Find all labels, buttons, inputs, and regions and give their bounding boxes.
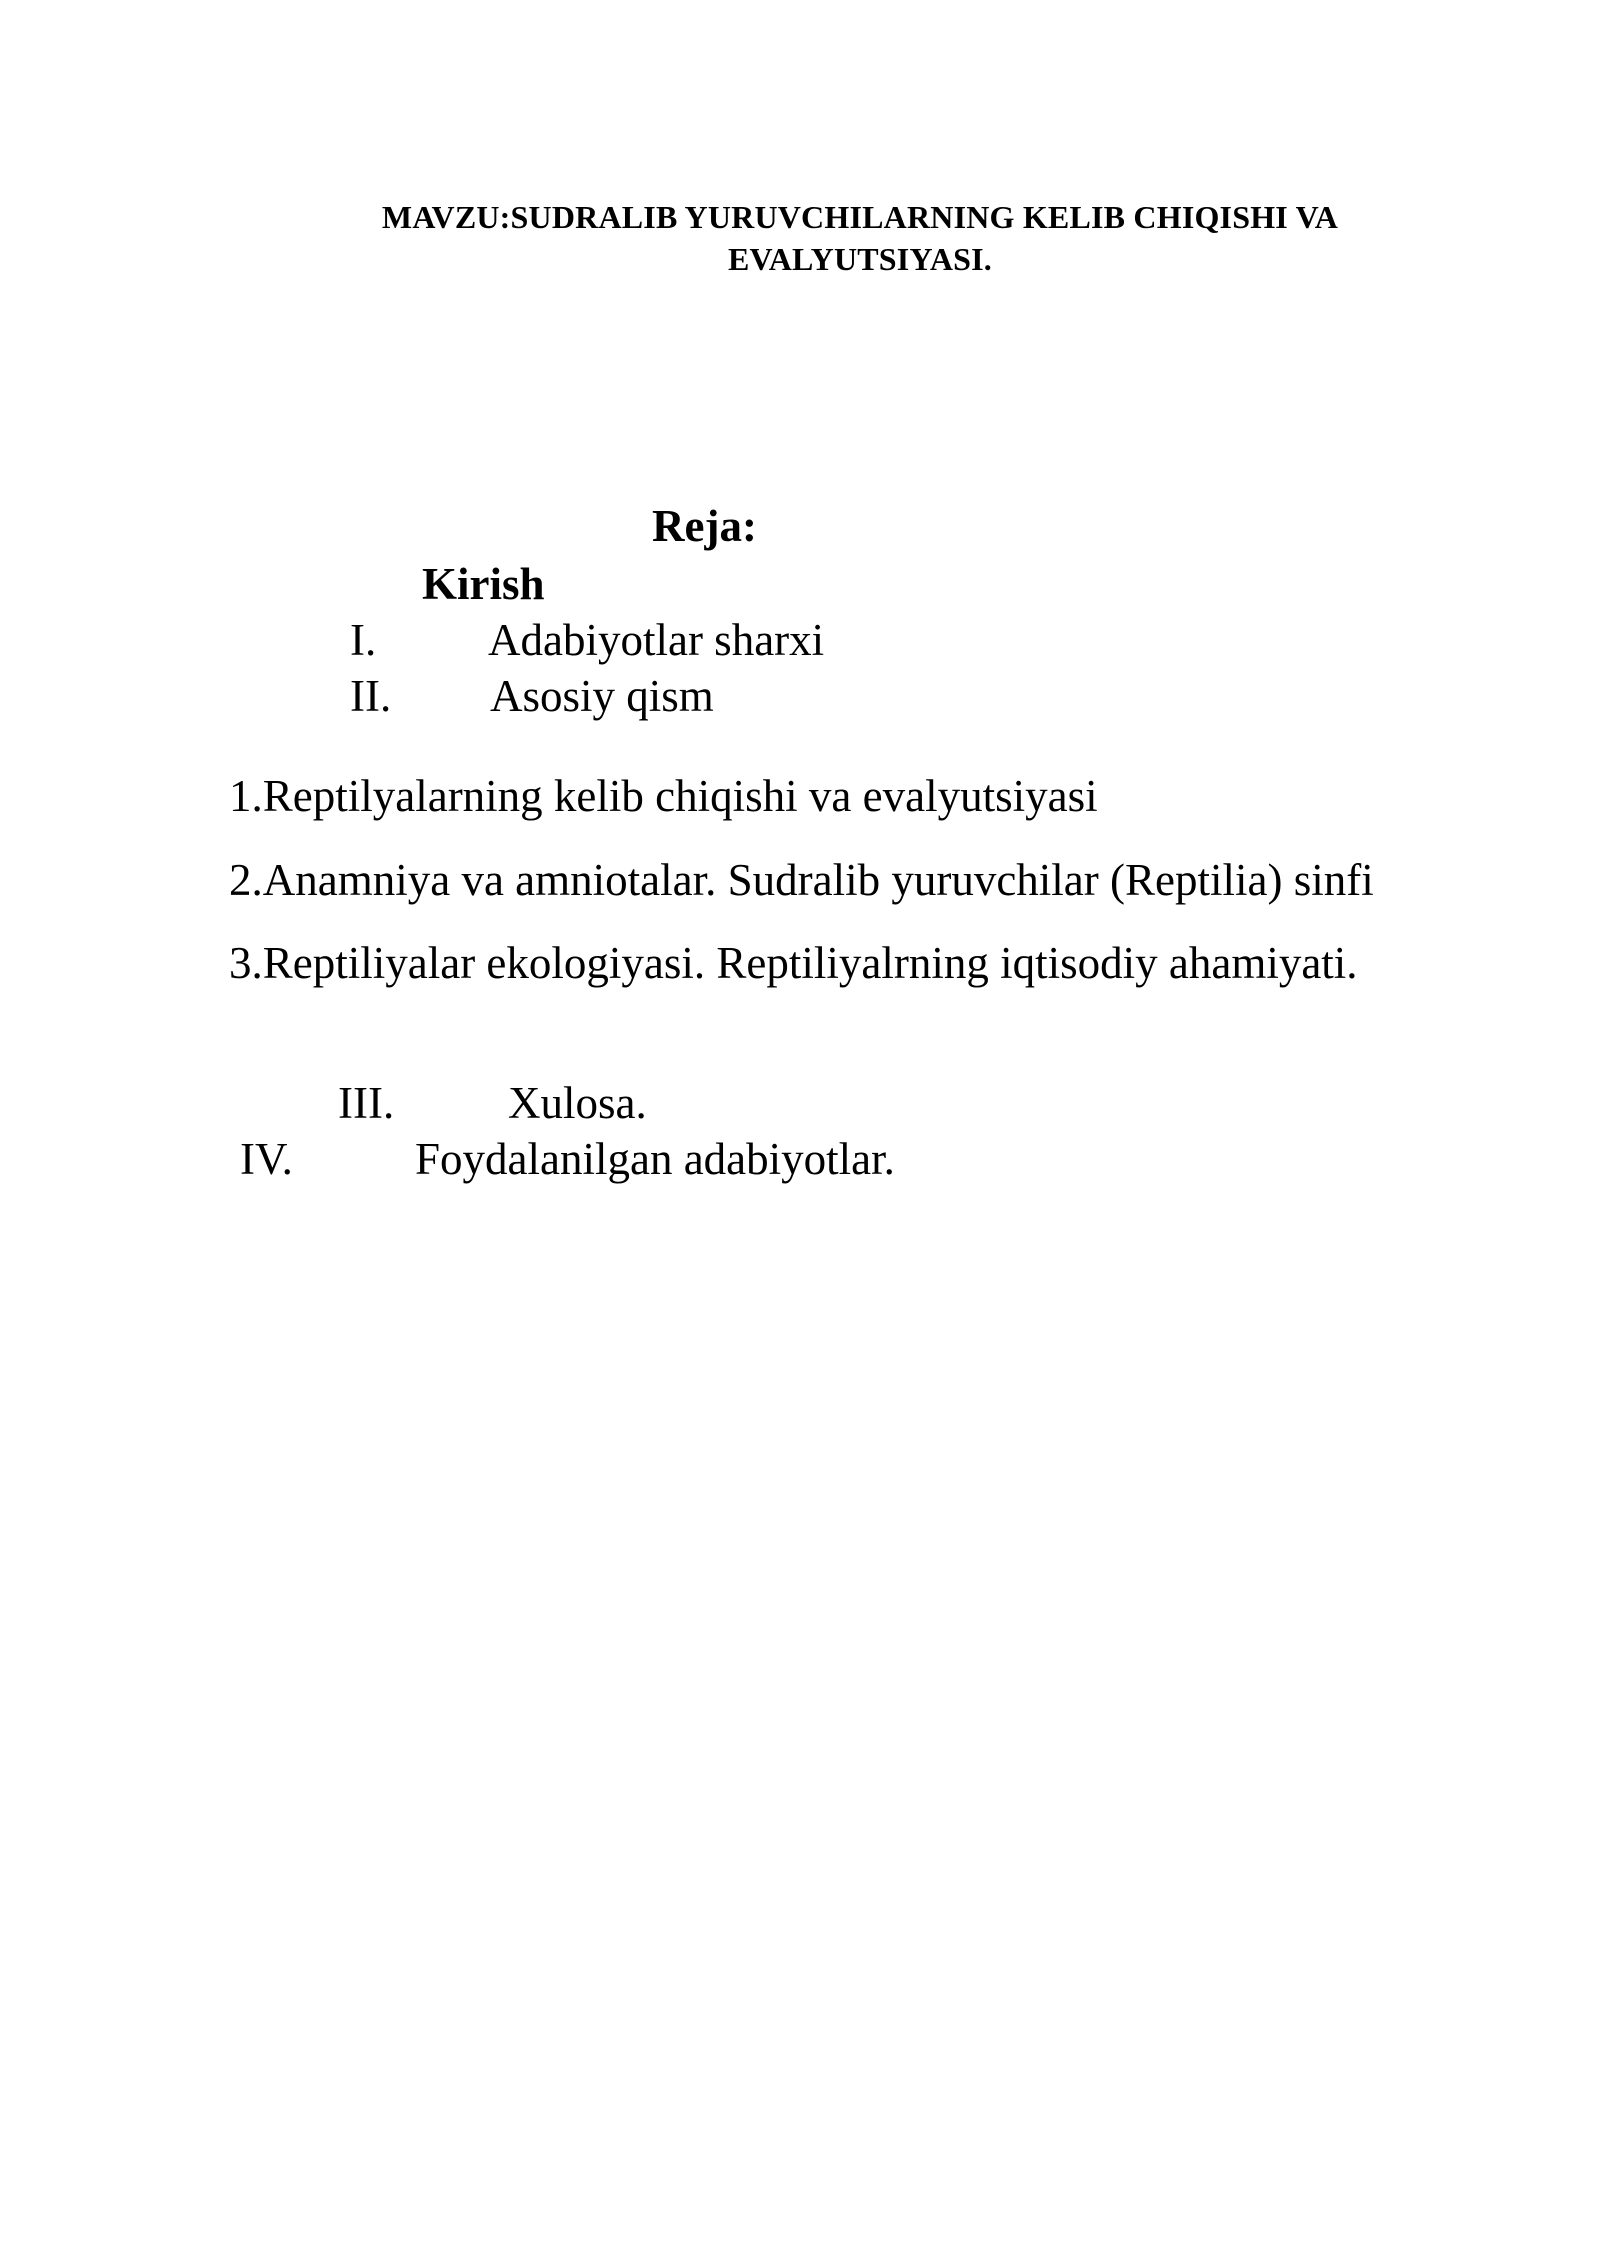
title-line-2: EVALYUTSIYASI.: [728, 241, 992, 277]
outline-text: Foydalanilgan adabiyotlar.: [415, 1134, 895, 1184]
outline-numeral: III.: [338, 1078, 395, 1128]
outline-numeral: II.: [350, 671, 392, 721]
document-title: [270, 196, 1450, 280]
subitem-3: 3.Reptiliyalar ekologiyasi. Reptiliyalrning iqtisodiy ahamiyati.: [229, 938, 1358, 988]
title-line-1: MAVZU:SUDRALIB YURUVCHILARNING KELIB CHIQISHI VA: [381, 199, 1339, 235]
outline-numeral: I.: [350, 615, 377, 665]
outline-numeral: IV.: [240, 1134, 293, 1184]
subitem-2: 2.Anamniya va amniotalar. Sudralib yuruvchilar (Reptilia) sinfi: [229, 855, 1374, 905]
outline-text: Xulosa.: [508, 1078, 647, 1128]
plan-heading: Reja:: [652, 501, 757, 551]
intro-label: Kirish: [422, 559, 545, 609]
outline-text: Asosiy qism: [490, 671, 714, 721]
outline-text: Adabiyotlar sharxi: [488, 615, 825, 665]
subitem-1: 1.Reptilyalarning kelib chiqishi va evalyutsiyasi: [229, 771, 1098, 821]
